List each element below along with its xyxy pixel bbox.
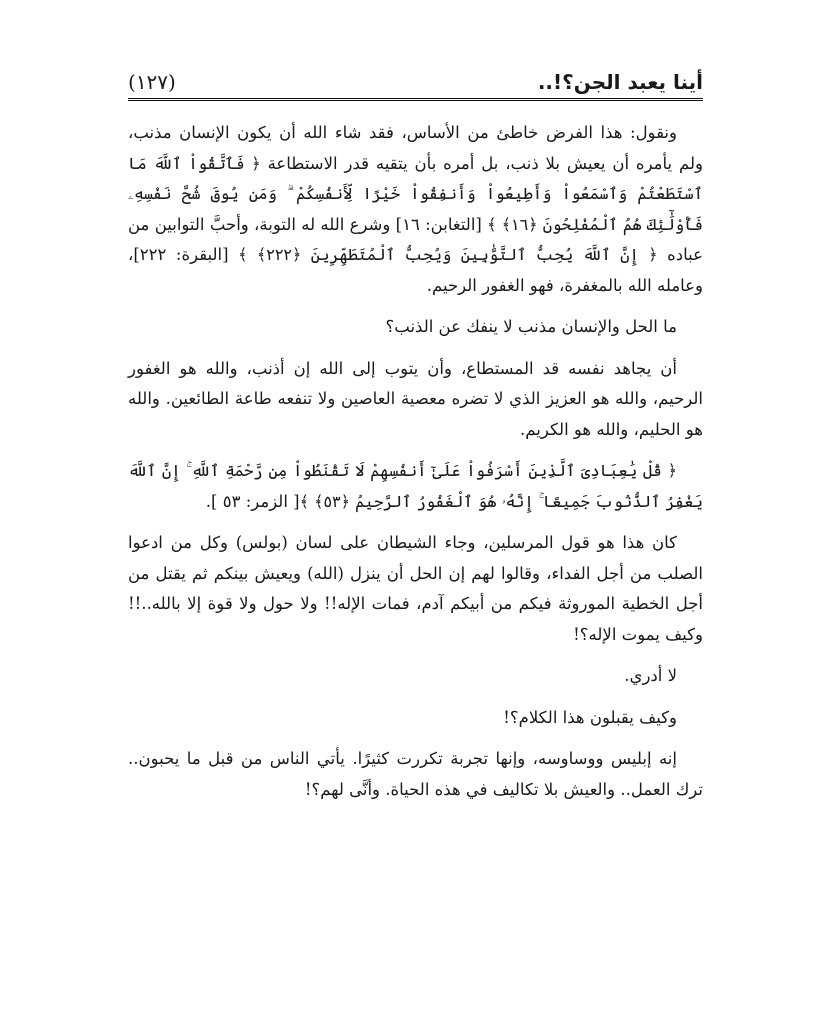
body-text: ونقول: هذا الفرض خاطئ من الأساس، فقد شاء الله أن يكون الإنسان مذنب، ولم يأمره أن يعيش بلا ذنب، بل أمره بأن يتقيه قدر الاستطاعة [128,123,703,173]
body-text: ما الحل والإنسان مذنب لا ينفك عن الذنب؟ [385,317,677,336]
running-header [128,62,703,101]
paragraph [128,354,703,446]
body-text: كان هذا هو قول المرسلين، وجاء الشيطان على لسان (بولس) وكل من ادعوا الصلب من أجل الفداء، وقالوا لهم إن الحل أن ينزل (الله) ويعيش بينكم ثم يقتل من أجل الخطية الموروثة فيكم من أبيكم آدم، فمات الإله!! ولا حول ولا قوة إلا بالله..!! وكيف يموت الإله؟! [128,533,703,644]
body-text: [البقرة: ٢٢٢]، وعامله الله بالمغفرة، فهو الغفور الرحيم. [128,245,703,295]
paragraph [128,312,703,343]
body-text: وكيف يقبلون هذا الكلام؟! [503,707,677,727]
quran-verse: ﴿ قُلْ يَٰعِبَادِىَ ٱلَّذِينَ أَسْرَفُواْ عَلَىٰٓ أَنفُسِهِمْ لَا تَقْنَطُواْ مِن رَّحْمَةِ ٱللَّهِ ۚ إِنَّ ٱللَّهَ يَغْفِرُ ٱلذُّنُوبَ جَمِيعًا ۚ إِنَّهُۥ هُوَ ٱلْغَفُورُ ٱلرَّحِيمُ ﴿٥٣﴾ ﴾ [128,461,703,511]
paragraph [128,744,703,805]
body-text: لا أدري. [624,666,677,685]
quran-verse: ﴿ فَٱتَّقُواْ ٱللَّهَ مَا ٱسْتَطَعْتُمْ وَٱسْمَعُواْ وَأَطِيعُواْ وَأَنفِقُواْ خَيْرًا لِّأَنفُسِكُمْ ۗ وَمَن يُوقَ شُحَّ نَفْسِهِۦ فَأُوْلَٰٓئِكَ هُمُ ٱلْمُفْلِحُونَ ﴿١٦﴾ ﴾ [128,153,704,234]
page-number: (١٢٧) [128,70,176,94]
body-text: [ الزمر: ٥٣ ]. [205,491,300,511]
body-text: إنه إبليس ووساوسه، وإنها تجربة تكررت كثيرًا. يأتي الناس من قبل ما يحبون.. ترك العمل.. والعيش بلا تكاليف في هذه الحياة. وأنَّى لهم؟! [128,749,703,799]
book-page [128,0,703,1022]
paragraph [128,528,703,650]
chapter-title: أينا يعبد الجن؟!.. [537,70,703,94]
page-body [128,118,703,805]
paragraph [128,661,703,692]
body-text: أن يجاهد نفسه قد المستطاع، وأن يتوب إلى الله إن أذنب، والله هو الغفور الرحيم، والله هو العزيز الذي لا تضره معصية العاصين ولا تنفعه طاعة الطائعين. والله هو الحليم، والله هو الكريم. [128,358,703,439]
paragraph [128,118,703,301]
paragraph [128,456,703,517]
body-text: [التغابن: ١٦] وشرع الله له التوبة، وأحبَّ التوابين من عباده [128,214,703,264]
quran-verse: ﴿ إِنَّ ٱللَّهَ يُحِبُّ ٱلتَّوَّٰبِينَ وَيُحِبُّ ٱلْمُتَطَهِّرِينَ ﴿٢٢٢﴾ ﴾ [238,245,658,264]
paragraph [128,703,703,734]
